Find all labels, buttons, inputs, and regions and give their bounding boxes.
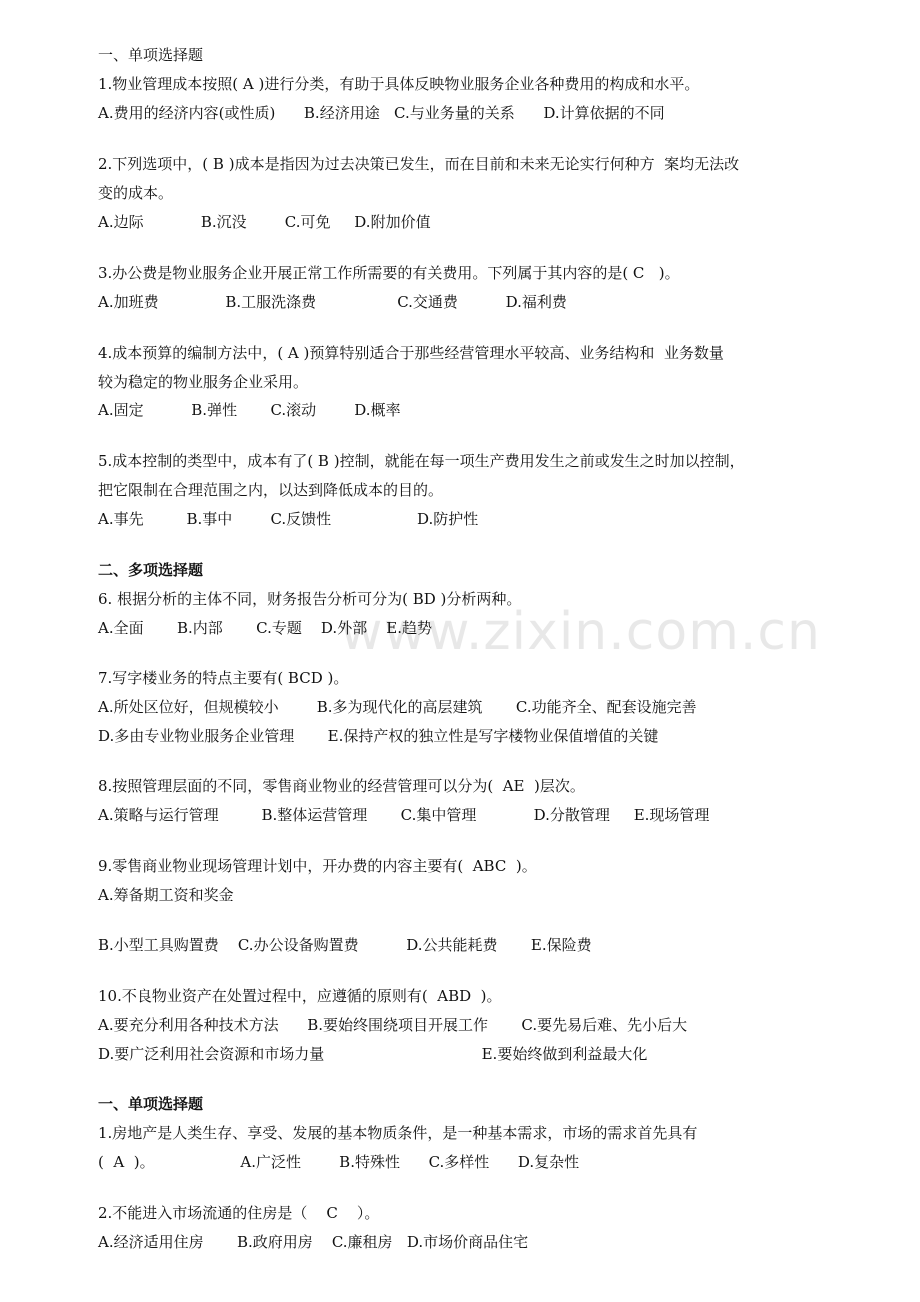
question-options: D.要广泛利用社会资源和市场力量 E.要始终做到利益最大化 xyxy=(98,1045,648,1063)
question-text: 7.写字楼业务的特点主要有( BCD )。 xyxy=(98,669,349,687)
question-text: 4.成本预算的编制方法中，( A )预算特别适合于那些经营管理水平较高、业务结构和 业务数量 xyxy=(98,344,724,362)
section-heading: 一、单项选择题 xyxy=(98,1095,204,1113)
question-options: B.小型工具购置费 C.办公设备购置费 D.公共能耗费 E.保险费 xyxy=(98,936,592,954)
question-text: 1.房地产是人类生存、享受、发展的基本物质条件，是一种基本需求，市场的需求首先具有 xyxy=(98,1124,698,1142)
question-options: A.所处区位好，但规模较小 B.多为现代化的高层建筑 C.功能齐全、配套设施完善 xyxy=(98,698,697,716)
question-text: 5.成本控制的类型中，成本有了( B )控制，就能在每一项生产费用发生之前或发生之时加以控制， xyxy=(98,452,745,470)
question-options: A.经济适用住房 B.政府用房 C.廉租房 D.市场价商品住宅 xyxy=(98,1233,529,1251)
section-heading: 一、单项选择题 xyxy=(98,46,204,64)
question-text: ( A )。 A.广泛性 B.特殊性 C.多样性 D.复杂性 xyxy=(98,1153,580,1171)
question-text: 9.零售商业物业现场管理计划中，开办费的内容主要有( ABC )。 xyxy=(98,857,537,875)
question-options: A.全面 B.内部 C.专题 D.外部 E.趋势 xyxy=(98,619,432,637)
question-text: 2.下列选项中，( B )成本是指因为过去决策已发生，而在目前和未来无论实行何种方 案均无法改 xyxy=(98,155,740,173)
question-options: A.费用的经济内容(或性质) B.经济用途 C.与业务量的关系 D.计算依据的不同 xyxy=(98,104,665,122)
question-text: 较为稳定的物业服务企业采用。 xyxy=(98,373,309,391)
question-text: 变的成本。 xyxy=(98,184,174,202)
question-text: 8.按照管理层面的不同，零售商业物业的经营管理可以分为( AE )层次。 xyxy=(98,777,585,795)
question-text: 3.办公费是物业服务企业开展正常工作所需要的有关费用。下列属于其内容的是( C )。 xyxy=(98,264,680,282)
question-options: D.多由专业物业服务企业管理 E.保持产权的独立性是写字楼物业保值增值的关键 xyxy=(98,727,659,745)
question-options: A.要充分利用各种技术方法 B.要始终围绕项目开展工作 C.要先易后难、先小后大 xyxy=(98,1016,688,1034)
question-options: A.事先 B.事中 C.反馈性 D.防护性 xyxy=(98,510,479,528)
question-text: A.筹备期工资和奖金 xyxy=(98,886,234,904)
section-heading: 二、多项选择题 xyxy=(98,561,204,579)
question-options: A.策略与运行管理 B.整体运营管理 C.集中管理 D.分散管理 E.现场管理 xyxy=(98,806,710,824)
question-options: A.加班费 B.工服洗涤费 C.交通费 D.福利费 xyxy=(98,293,567,311)
question-text: 把它限制在合理范围之内，以达到降低成本的目的。 xyxy=(98,481,444,499)
watermark: www.zixin.com.cn xyxy=(340,602,821,662)
question-options: A.边际 B.沉没 C.可免 D.附加价值 xyxy=(98,213,431,231)
question-options: A.固定 B.弹性 C.滚动 D.概率 xyxy=(98,401,401,419)
question-text: 10.不良物业资产在处置过程中，应遵循的原则有( ABD )。 xyxy=(98,987,502,1005)
question-text: 1.物业管理成本按照( A )进行分类，有助于具体反映物业服务企业各种费用的构成和水平。 xyxy=(98,75,700,93)
question-text: 2.不能进入市场流通的住房是（ C ）。 xyxy=(98,1204,380,1222)
question-text: 6. 根据分析的主体不同，财务报告分析可分为( BD )分析两种。 xyxy=(98,590,522,608)
